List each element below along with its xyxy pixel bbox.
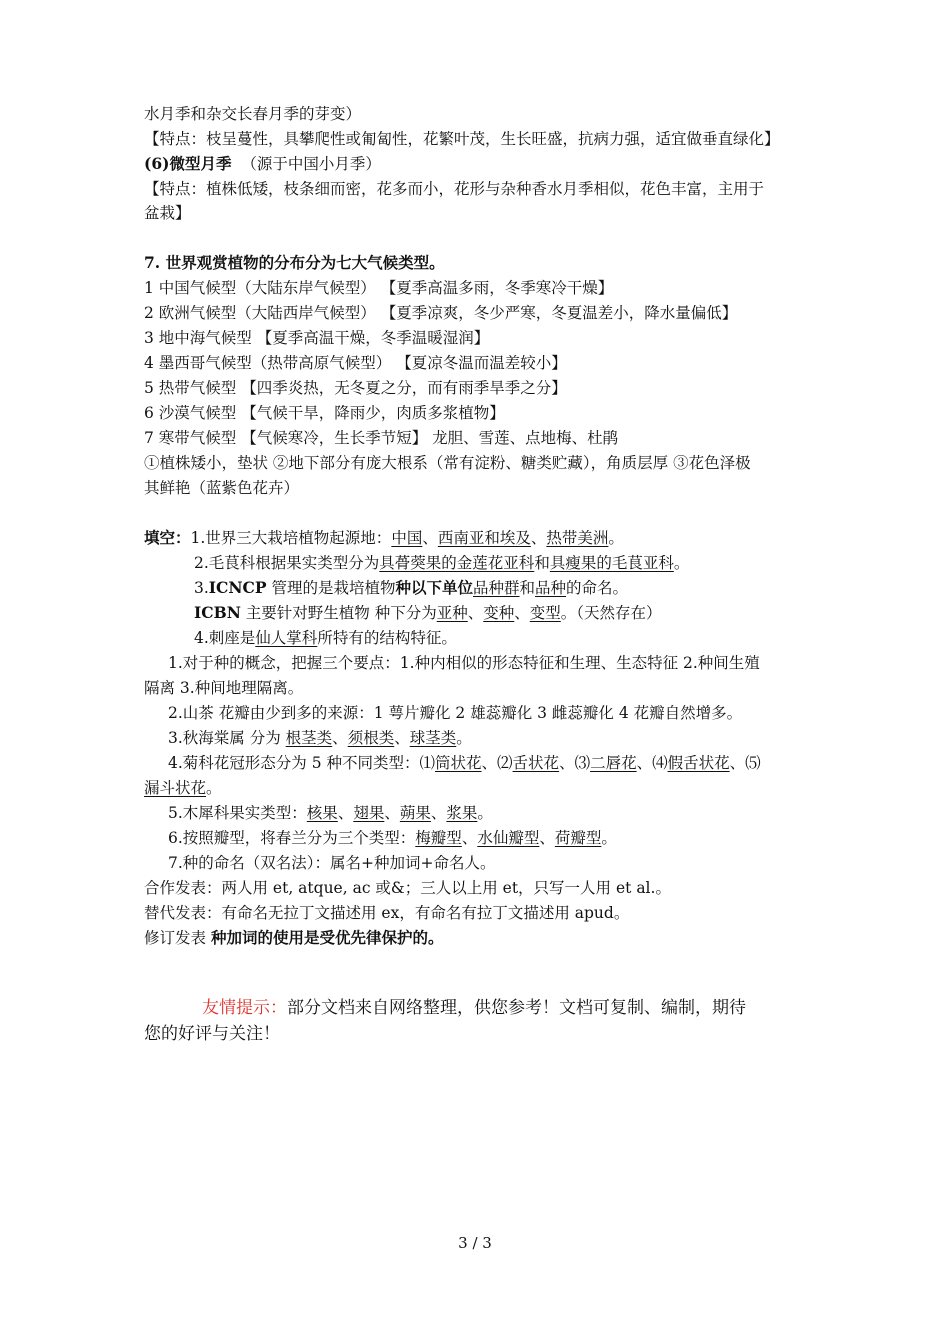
text-line: [144, 528, 824, 548]
answer: 西南亚和埃及: [437, 529, 531, 547]
text-line: 其鲜艳（蓝紫色花卉）: [144, 479, 300, 497]
text-line: [168, 753, 848, 773]
text-line: 1 中国气候型（大陆东岸气候型） 【夏季高温多雨，冬季寒冷干燥】: [144, 279, 614, 297]
answer: 变种: [483, 604, 515, 622]
answer: 须根类: [347, 729, 395, 747]
text-span: 。（天然存在）: [560, 604, 662, 622]
text-span: 修订发表: [144, 929, 211, 947]
text-line: 6 沙漠气候型 【气候干旱，降雨少，肉质多浆植物】: [144, 404, 505, 422]
answer: 荷瓣型: [554, 829, 602, 847]
answer: 品种群: [473, 579, 520, 597]
text-line: 盆栽】: [144, 204, 191, 222]
answer: 舌状花: [512, 754, 560, 772]
text-span: 1.世界三大栽培植物起源地：: [190, 529, 392, 547]
text-line: 7 寒带气候型 【气候寒冷，生长季节短】 龙胆、雪莲、点地梅、杜鹃: [144, 429, 619, 447]
text-line: 3 地中海气候型 【夏季高温干燥，冬季温暖湿润】: [144, 329, 490, 347]
answer: 仙人掌科: [255, 629, 318, 647]
text-span: 、: [394, 729, 410, 747]
text-span: 主要针对野生植物 种下分为: [240, 604, 437, 622]
answer: 根茎类: [285, 729, 333, 747]
text-span: 。: [601, 829, 617, 847]
text-line: [144, 928, 824, 948]
text-line: 4 墨西哥气候型（热带高原气候型） 【夏凉冬温而温差较小】: [144, 354, 567, 372]
text-span: 、: [530, 529, 547, 547]
text-span: 、: [337, 804, 354, 822]
text-line: [168, 803, 848, 823]
text-span: 6.按照瓣型，将春兰分为三个类型：: [168, 829, 416, 847]
answer: 假舌状花: [667, 754, 730, 772]
text-span: 、: [467, 604, 484, 622]
text-span: 、: [430, 804, 447, 822]
answer: 中国: [391, 529, 423, 547]
text-line: [194, 603, 874, 623]
text-span: 。: [673, 554, 690, 572]
answer: 热带美洲: [546, 529, 609, 547]
text-line: [194, 553, 874, 573]
answer: 水仙瓣型: [477, 829, 540, 847]
text-span: 管理的是栽培植物: [266, 579, 396, 597]
text-span: （源于中国小月季）: [241, 155, 381, 173]
text-line: 合作发表：两人用 et, atque, ac 或&；三人以上用 et，只写一人用 et al.。: [144, 879, 671, 897]
text-line: 7.种的命名（双名法）：属名+种加词+命名人。: [168, 854, 496, 872]
text-line: 【特点：植株低矮，枝条细而密，花多而小，花形与杂种香水月季相似，花色丰富，主用于: [144, 180, 765, 198]
text-line: 【特点：枝呈蔓性，具攀爬性或匍匐性，花繁叶茂，生长旺盛，抗病力强，适宜做垂直绿化】: [144, 130, 780, 148]
text-span: 所特有的结构特征。: [317, 629, 457, 647]
text-line: [194, 578, 874, 598]
answer: 梅瓣型: [415, 829, 462, 847]
text-line: 2 欧洲气候型（大陆西岸气候型） 【夏季凉爽，冬少严寒，冬夏温差小，降水量偏低】: [144, 304, 738, 322]
answer: 漏斗状花: [144, 779, 207, 797]
text-line: [168, 828, 848, 848]
text-span: 。: [477, 804, 493, 822]
text-span: 、⑶: [559, 754, 591, 772]
page-number: 3 / 3: [458, 1234, 492, 1252]
answer: 球茎类: [409, 729, 457, 747]
answer: 具瘦果的毛茛亚科: [549, 554, 674, 572]
answer: 变型: [529, 604, 561, 622]
text-span: 4.刺座是: [194, 629, 256, 647]
answer: 具蓇葖果的金莲花亚科: [379, 554, 535, 572]
text-line: [144, 154, 824, 174]
text-span: 、: [384, 804, 400, 822]
friendly-tip: 您的好评与关注！: [144, 1024, 280, 1044]
text-span: 种加词的使用是受优先律保护的。: [210, 928, 444, 947]
text-span: 、: [422, 529, 438, 547]
text-span: 3.: [194, 579, 209, 597]
text-span: 、⑸: [729, 754, 761, 772]
answer: 蒴果: [399, 804, 431, 822]
text-line: 1.对于种的概念，把握三个要点：1.种内相似的形态特征和生理、生态特征 2.种间生殖: [168, 654, 760, 672]
answer: 翅果: [353, 804, 385, 822]
text-line: [194, 628, 874, 648]
text-span: 、: [461, 829, 478, 847]
text-line: 5 热带气候型 【四季炎热，无冬夏之分，而有雨季旱季之分】: [144, 379, 567, 397]
answer: 二唇花: [590, 754, 637, 772]
text-span: ICBN: [194, 603, 241, 622]
text-line: 水月季和杂交长春月季的芽变）: [144, 105, 362, 123]
text-span: 2.毛茛科根据果实类型分为: [194, 554, 380, 572]
answer: 亚种: [436, 604, 468, 622]
friendly-tip: [202, 998, 882, 1018]
answer: 浆果: [446, 804, 478, 822]
text-span: 种以下单位: [395, 578, 473, 597]
fill-heading: 填空：: [144, 528, 191, 547]
text-span: 、: [514, 604, 530, 622]
text-span: 。: [206, 779, 222, 797]
text-span: 、: [332, 729, 348, 747]
answer: 核果: [306, 804, 338, 822]
text-line: 隔离 3.种间地理隔离。: [144, 679, 304, 697]
text-span: 。: [608, 529, 624, 547]
answer: 品种: [535, 579, 567, 597]
text-line: [168, 728, 848, 748]
text-span: 4.菊科花冠形态分为 5 种不同类型：⑴: [168, 754, 436, 772]
tip-text: 部分文档来自网络整理，供您参考！文档可复制、编制，期待: [287, 998, 746, 1018]
text-span: 和: [519, 579, 536, 597]
text-span: ICNCP: [208, 578, 267, 597]
section-heading: 7. 世界观赏植物的分布分为七大气候类型。: [144, 253, 445, 272]
text-span: 的命名。: [566, 579, 629, 597]
text-line: 替代发表：有命名无拉丁文描述用 ex，有命名有拉丁文描述用 apud。: [144, 904, 630, 922]
text-line: [144, 778, 824, 798]
section-heading: (6)微型月季: [144, 154, 232, 173]
text-span: 。: [456, 729, 472, 747]
answer: 筒状花: [435, 754, 482, 772]
text-span: 5.木犀科果实类型：: [168, 804, 307, 822]
text-line: ①植株矮小，垫状 ②地下部分有庞大根系（常有淀粉、糖类贮藏），角质层厚 ③花色泽极: [144, 454, 751, 472]
text-span: 和: [534, 554, 550, 572]
text-span: 、⑷: [636, 754, 668, 772]
tip-label: 友情提示：: [202, 998, 287, 1018]
text-span: 3.秋海棠属 分为: [168, 729, 286, 747]
text-span: 、⑵: [481, 754, 513, 772]
text-line: 2.山茶 花瓣由少到多的来源：1 萼片瓣化 2 雄蕊瓣化 3 雌蕊瓣化 4 花瓣自然增多。: [168, 704, 743, 722]
text-span: 、: [539, 829, 555, 847]
